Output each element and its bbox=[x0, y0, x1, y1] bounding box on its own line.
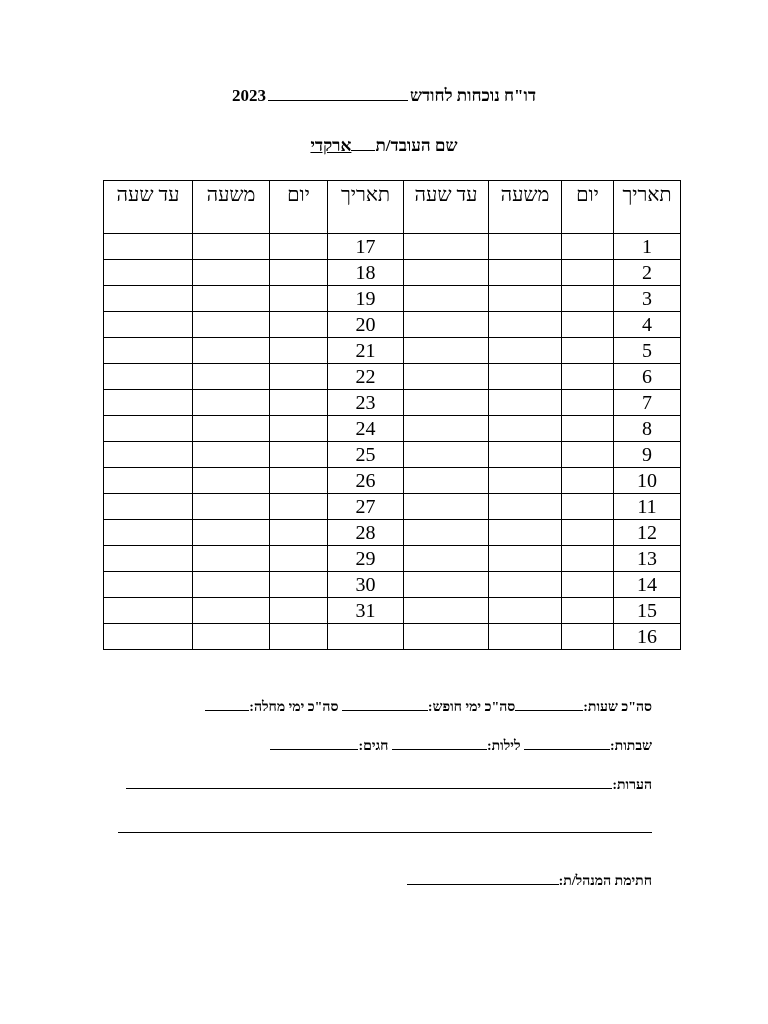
date-cell: 15 bbox=[614, 598, 681, 624]
employee-name-line bbox=[0, 136, 768, 156]
to-hour-cell-2[interactable] bbox=[104, 546, 193, 572]
date-cell: 4 bbox=[614, 312, 681, 338]
table-row bbox=[104, 312, 681, 338]
saturdays-label: שבתות: bbox=[610, 739, 652, 754]
date-cell-2: 26 bbox=[328, 468, 404, 494]
day-cell[interactable] bbox=[562, 260, 614, 286]
from-hour-cell[interactable] bbox=[489, 312, 562, 338]
date-cell: 5 bbox=[614, 338, 681, 364]
from-hour-cell-2[interactable] bbox=[193, 312, 270, 338]
header-date: תאריך bbox=[614, 181, 681, 234]
to-hour-cell[interactable] bbox=[404, 260, 489, 286]
to-hour-cell[interactable] bbox=[404, 442, 489, 468]
saturdays-field[interactable] bbox=[524, 737, 610, 750]
day-cell-2[interactable] bbox=[270, 624, 328, 650]
manager-signature-label: חתימת המנהל/ת: bbox=[558, 874, 652, 889]
day-cell-2[interactable] bbox=[270, 312, 328, 338]
date-cell-2: 29 bbox=[328, 546, 404, 572]
from-hour-cell-2[interactable] bbox=[193, 442, 270, 468]
to-hour-cell-2[interactable] bbox=[104, 442, 193, 468]
day-cell[interactable] bbox=[562, 520, 614, 546]
to-hour-cell-2[interactable] bbox=[104, 260, 193, 286]
title-year: 2023 bbox=[231, 86, 266, 105]
header-from-hour: משעה bbox=[489, 181, 562, 234]
from-hour-cell-2[interactable] bbox=[193, 520, 270, 546]
table-row bbox=[104, 520, 681, 546]
from-hour-cell[interactable] bbox=[489, 338, 562, 364]
to-hour-cell-2[interactable] bbox=[104, 338, 193, 364]
to-hour-cell-2[interactable] bbox=[104, 312, 193, 338]
from-hour-cell-2[interactable] bbox=[193, 546, 270, 572]
to-hour-cell-2[interactable] bbox=[104, 468, 193, 494]
from-hour-cell[interactable] bbox=[489, 598, 562, 624]
date-cell: 9 bbox=[614, 442, 681, 468]
notes-second-line[interactable] bbox=[118, 832, 652, 833]
from-hour-cell[interactable] bbox=[489, 494, 562, 520]
notes-field[interactable] bbox=[126, 776, 612, 789]
from-hour-cell-2[interactable] bbox=[193, 338, 270, 364]
table-row bbox=[104, 494, 681, 520]
from-hour-cell[interactable] bbox=[489, 442, 562, 468]
to-hour-cell-2[interactable] bbox=[104, 598, 193, 624]
holidays-field[interactable] bbox=[270, 737, 358, 750]
date-cell: 1 bbox=[614, 234, 681, 260]
month-blank bbox=[268, 86, 408, 101]
totals-line-1 bbox=[205, 698, 652, 716]
date-cell-2: 22 bbox=[328, 364, 404, 390]
day-cell[interactable] bbox=[562, 598, 614, 624]
to-hour-cell-2[interactable] bbox=[104, 390, 193, 416]
from-hour-cell[interactable] bbox=[489, 364, 562, 390]
to-hour-cell[interactable] bbox=[404, 312, 489, 338]
from-hour-cell[interactable] bbox=[489, 286, 562, 312]
to-hour-cell[interactable] bbox=[404, 520, 489, 546]
from-hour-cell[interactable] bbox=[489, 572, 562, 598]
day-cell-2[interactable] bbox=[270, 416, 328, 442]
header-to-hour: עד שעה bbox=[404, 181, 489, 234]
from-hour-cell[interactable] bbox=[489, 468, 562, 494]
from-hour-cell[interactable] bbox=[489, 260, 562, 286]
signature-field[interactable] bbox=[407, 872, 559, 885]
day-cell[interactable] bbox=[562, 286, 614, 312]
table-header-row bbox=[104, 181, 681, 234]
day-cell[interactable] bbox=[562, 364, 614, 390]
day-cell[interactable] bbox=[562, 468, 614, 494]
sick-days-field[interactable] bbox=[205, 698, 249, 711]
from-hour-cell[interactable] bbox=[489, 416, 562, 442]
table-row bbox=[104, 442, 681, 468]
date-cell-2 bbox=[328, 624, 404, 650]
from-hour-cell[interactable] bbox=[489, 624, 562, 650]
from-hour-cell-2[interactable] bbox=[193, 598, 270, 624]
from-hour-cell-2[interactable] bbox=[193, 364, 270, 390]
date-cell-2: 28 bbox=[328, 520, 404, 546]
date-cell-2: 18 bbox=[328, 260, 404, 286]
from-hour-cell-2[interactable] bbox=[193, 494, 270, 520]
day-cell-2[interactable] bbox=[270, 364, 328, 390]
from-hour-cell[interactable] bbox=[489, 234, 562, 260]
to-hour-cell[interactable] bbox=[404, 546, 489, 572]
holidays-label: חגים: bbox=[358, 739, 389, 754]
employee-name: ארקדי bbox=[310, 136, 352, 155]
date-cell: 13 bbox=[614, 546, 681, 572]
date-cell: 3 bbox=[614, 286, 681, 312]
to-hour-cell-2[interactable] bbox=[104, 286, 193, 312]
header-date-2: תאריך bbox=[328, 181, 404, 234]
date-cell: 16 bbox=[614, 624, 681, 650]
day-cell-2[interactable] bbox=[270, 390, 328, 416]
day-cell-2[interactable] bbox=[270, 234, 328, 260]
day-cell-2[interactable] bbox=[270, 520, 328, 546]
nights-field[interactable] bbox=[392, 737, 487, 750]
to-hour-cell[interactable] bbox=[404, 468, 489, 494]
from-hour-cell-2[interactable] bbox=[193, 286, 270, 312]
table-row bbox=[104, 598, 681, 624]
to-hour-cell[interactable] bbox=[404, 416, 489, 442]
from-hour-cell[interactable] bbox=[489, 390, 562, 416]
day-cell-2[interactable] bbox=[270, 260, 328, 286]
to-hour-cell[interactable] bbox=[404, 494, 489, 520]
day-cell[interactable] bbox=[562, 390, 614, 416]
to-hour-cell[interactable] bbox=[404, 624, 489, 650]
header-day: יום bbox=[562, 181, 614, 234]
employee-label: שם העובד/ת bbox=[375, 136, 458, 155]
to-hour-cell[interactable] bbox=[404, 598, 489, 624]
day-cell-2[interactable] bbox=[270, 442, 328, 468]
date-cell: 6 bbox=[614, 364, 681, 390]
from-hour-cell-2[interactable] bbox=[193, 624, 270, 650]
to-hour-cell[interactable] bbox=[404, 286, 489, 312]
date-cell: 10 bbox=[614, 468, 681, 494]
header-from-hour-2: משעה bbox=[193, 181, 270, 234]
table-row bbox=[104, 546, 681, 572]
date-cell: 11 bbox=[614, 494, 681, 520]
from-hour-cell[interactable] bbox=[489, 520, 562, 546]
from-hour-cell-2[interactable] bbox=[193, 468, 270, 494]
day-cell[interactable] bbox=[562, 338, 614, 364]
from-hour-cell-2[interactable] bbox=[193, 416, 270, 442]
date-cell-2: 20 bbox=[328, 312, 404, 338]
from-hour-cell-2[interactable] bbox=[193, 572, 270, 598]
report-title bbox=[0, 86, 768, 106]
sick-days-label: סה"כ ימי מחלה: bbox=[249, 700, 339, 715]
day-cell-2[interactable] bbox=[270, 338, 328, 364]
to-hour-cell[interactable] bbox=[404, 364, 489, 390]
table-row bbox=[104, 416, 681, 442]
day-cell[interactable] bbox=[562, 546, 614, 572]
day-cell-2[interactable] bbox=[270, 494, 328, 520]
to-hour-cell[interactable] bbox=[404, 234, 489, 260]
table-row bbox=[104, 624, 681, 650]
to-hour-cell-2[interactable] bbox=[104, 416, 193, 442]
to-hour-cell[interactable] bbox=[404, 390, 489, 416]
date-cell: 2 bbox=[614, 260, 681, 286]
to-hour-cell-2[interactable] bbox=[104, 520, 193, 546]
from-hour-cell-2[interactable] bbox=[193, 390, 270, 416]
table-row bbox=[104, 390, 681, 416]
to-hour-cell-2[interactable] bbox=[104, 494, 193, 520]
date-cell-2: 21 bbox=[328, 338, 404, 364]
date-cell-2: 27 bbox=[328, 494, 404, 520]
attendance-rows bbox=[104, 234, 681, 650]
from-hour-cell[interactable] bbox=[489, 546, 562, 572]
table-row bbox=[104, 338, 681, 364]
day-cell-2[interactable] bbox=[270, 598, 328, 624]
day-cell[interactable] bbox=[562, 442, 614, 468]
to-hour-cell-2[interactable] bbox=[104, 572, 193, 598]
date-cell-2: 17 bbox=[328, 234, 404, 260]
date-cell: 12 bbox=[614, 520, 681, 546]
day-cell-2[interactable] bbox=[270, 572, 328, 598]
attendance-table bbox=[103, 180, 681, 650]
day-cell[interactable] bbox=[562, 416, 614, 442]
table-row bbox=[104, 572, 681, 598]
total-hours-field[interactable] bbox=[515, 698, 583, 711]
day-cell[interactable] bbox=[562, 312, 614, 338]
from-hour-cell-2[interactable] bbox=[193, 260, 270, 286]
to-hour-cell[interactable] bbox=[404, 572, 489, 598]
date-cell: 7 bbox=[614, 390, 681, 416]
table-row bbox=[104, 468, 681, 494]
date-cell: 14 bbox=[614, 572, 681, 598]
day-cell[interactable] bbox=[562, 572, 614, 598]
day-cell[interactable] bbox=[562, 234, 614, 260]
notes-label: הערות: bbox=[612, 778, 652, 793]
date-cell-2: 30 bbox=[328, 572, 404, 598]
total-hours-label: סה"כ שעות: bbox=[583, 700, 652, 715]
day-cell[interactable] bbox=[562, 624, 614, 650]
title-prefix: דו"ח נוכחות לחודש bbox=[409, 86, 537, 105]
employee-blank bbox=[351, 136, 375, 151]
table-row bbox=[104, 364, 681, 390]
day-cell-2[interactable] bbox=[270, 546, 328, 572]
totals-line-2 bbox=[270, 737, 652, 755]
date-cell-2: 24 bbox=[328, 416, 404, 442]
vacation-days-field[interactable] bbox=[342, 698, 428, 711]
from-hour-cell-2[interactable] bbox=[193, 234, 270, 260]
date-cell-2: 31 bbox=[328, 598, 404, 624]
table-row bbox=[104, 260, 681, 286]
date-cell-2: 23 bbox=[328, 390, 404, 416]
vacation-days-label: סה"כ ימי חופש: bbox=[427, 700, 516, 715]
table-row bbox=[104, 286, 681, 312]
to-hour-cell-2[interactable] bbox=[104, 364, 193, 390]
date-cell: 8 bbox=[614, 416, 681, 442]
date-cell-2: 19 bbox=[328, 286, 404, 312]
header-to-hour-2: עד שעה bbox=[104, 181, 193, 234]
notes-line bbox=[126, 776, 652, 794]
day-cell-2[interactable] bbox=[270, 468, 328, 494]
signature-line bbox=[407, 872, 652, 890]
day-cell[interactable] bbox=[562, 494, 614, 520]
header-day-2: יום bbox=[270, 181, 328, 234]
table-row bbox=[104, 234, 681, 260]
date-cell-2: 25 bbox=[328, 442, 404, 468]
to-hour-cell-2[interactable] bbox=[104, 234, 193, 260]
to-hour-cell-2[interactable] bbox=[104, 624, 193, 650]
nights-label: לילות: bbox=[486, 739, 521, 754]
to-hour-cell[interactable] bbox=[404, 338, 489, 364]
day-cell-2[interactable] bbox=[270, 286, 328, 312]
